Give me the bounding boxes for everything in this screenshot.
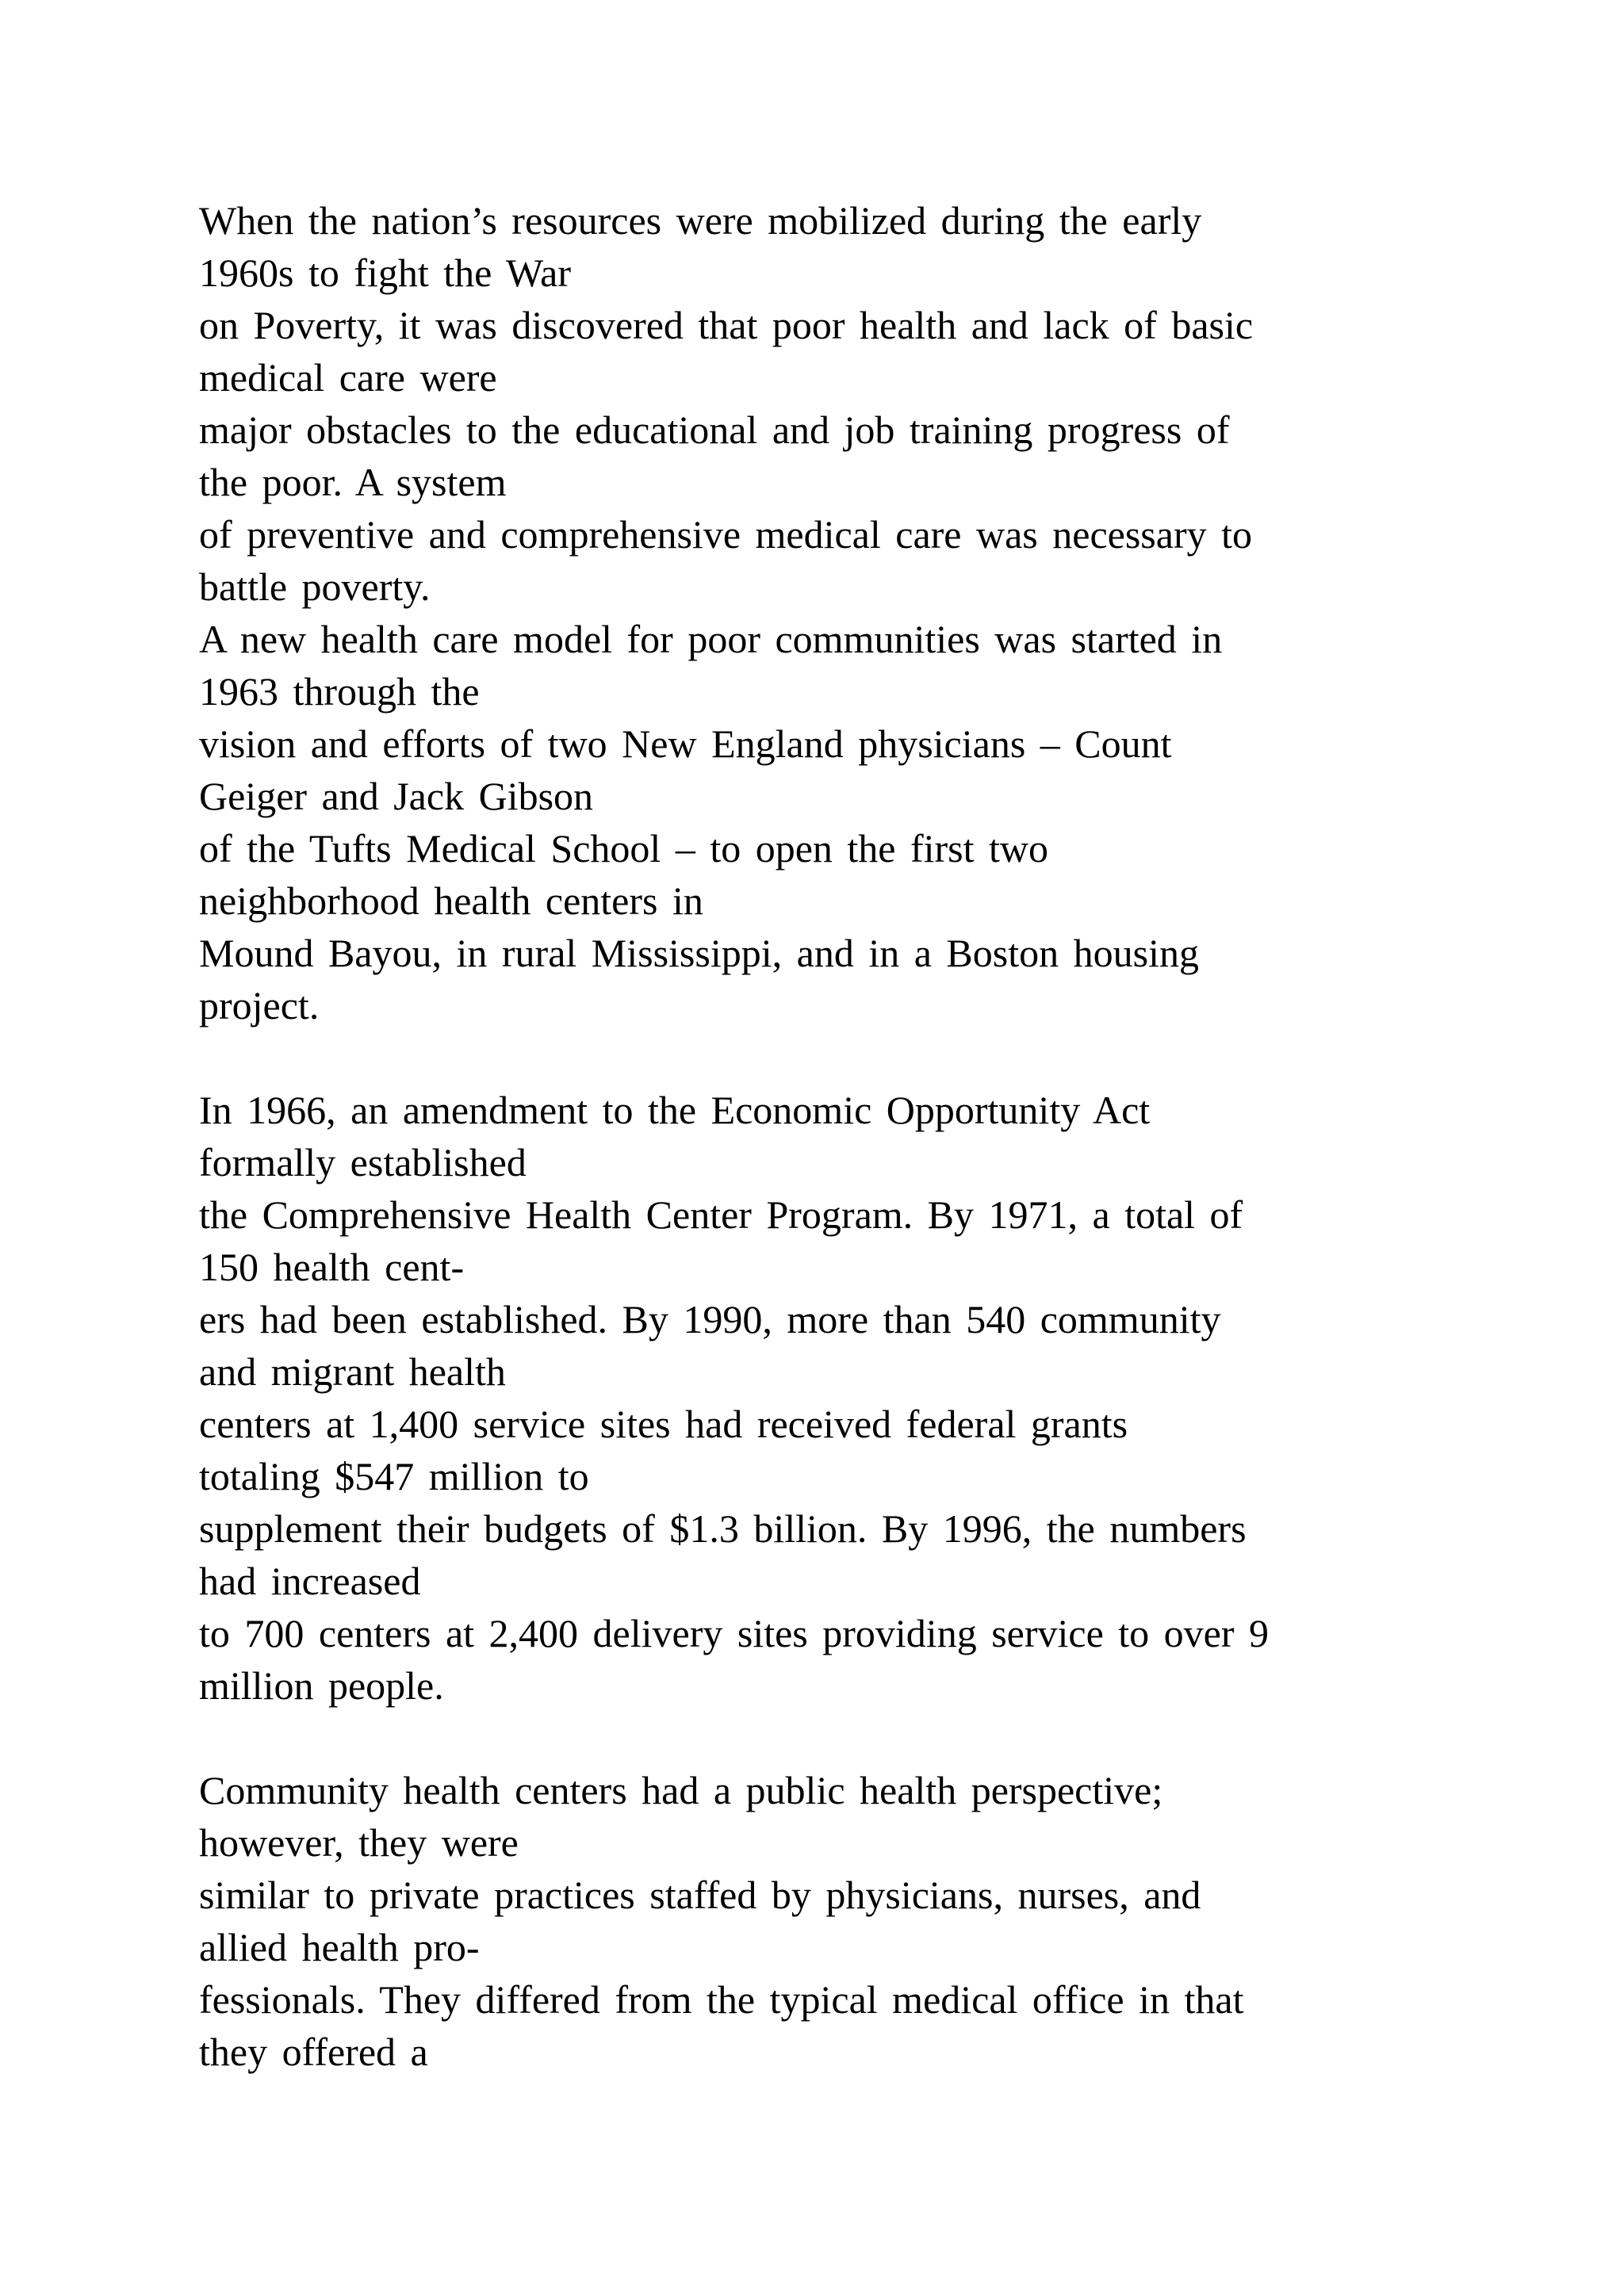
text-line: battle poverty. [199,564,431,609]
text-line: 1963 through the [199,669,480,714]
paragraph-gap [199,1712,1515,1764]
text-line: on Poverty, it was discovered that poor health and lack of basic [199,303,1254,347]
text-line: similar to private practices staffed by physicians, nurses, and [199,1873,1201,1917]
text-line: vision and efforts of two New England physicians – Count [199,721,1172,766]
text-line: medical care were [199,355,497,400]
text-line: of the Tufts Medical School – to open the first two [199,826,1049,871]
text-line: to 700 centers at 2,400 delivery sites providing service to over 9 [199,1611,1270,1655]
text-line: the Comprehensive Health Center Program. By 1971, a total of [199,1192,1243,1237]
paragraph [199,194,1515,1031]
text-line: Community health centers had a public health perspective; [199,1768,1163,1812]
text-line: 1960s to fight the War [199,251,571,295]
text-line: supplement their budgets of $1.3 billion. By 1996, the numbers [199,1506,1247,1551]
text-line: of preventive and comprehensive medical care was necessary to [199,512,1252,557]
text-line: fessionals. They differed from the typical medical office in that [199,1977,1244,2022]
text-line: ers had been established. By 1990, more than 540 community [199,1297,1221,1341]
text-line: allied health pro- [199,1925,480,1969]
text-line: centers at 1,400 service sites had received federal grants [199,1402,1128,1446]
text-line: however, they were [199,1820,519,1865]
text-line: had increased [199,1559,421,1603]
text-line: formally established [199,1140,527,1184]
text-line: totaling $547 million to [199,1454,589,1498]
text-line: Mound Bayou, in rural Mississippi, and in a Boston housing [199,931,1199,975]
text-line: A new health care model for poor communities was started in [199,617,1223,661]
paragraph [199,1084,1515,1712]
text-line: Geiger and Jack Gibson [199,774,594,818]
text-line: million people. [199,1663,444,1708]
text-line: major obstacles to the educational and job training progress of [199,408,1230,452]
text-line: and migrant health [199,1349,506,1394]
text-line: project. [199,983,320,1027]
text-line: In 1966, an amendment to the Economic Opportunity Act [199,1088,1151,1132]
text-line: the poor. A system [199,460,507,504]
text-line: When the nation’s resources were mobilized during the early [199,198,1202,243]
text-line: neighborhood health centers in [199,878,703,923]
paragraph [199,1764,1515,2078]
paragraph-gap [199,1031,1515,1084]
text-line: 150 health cent- [199,1245,465,1289]
text-line: they offered a [199,2030,428,2074]
body-text [199,194,1515,2078]
